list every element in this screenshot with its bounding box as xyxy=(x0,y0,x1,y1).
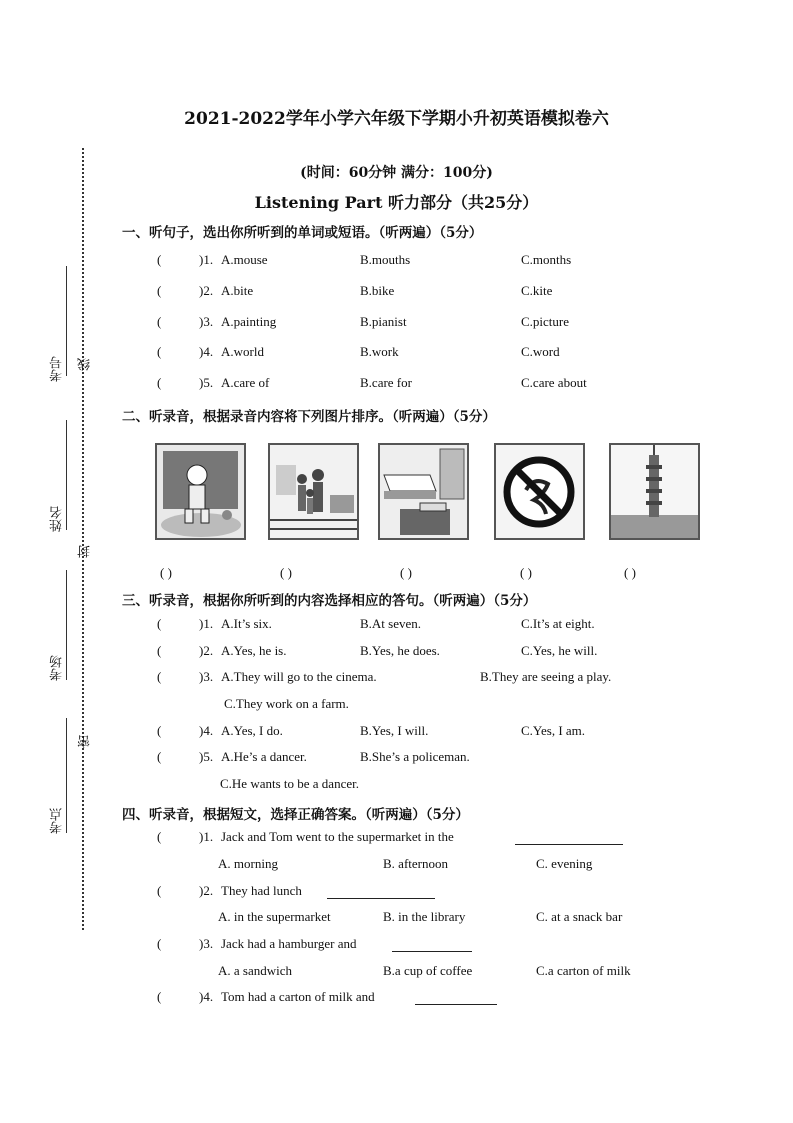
option-b: B. in the library xyxy=(383,909,466,924)
question-number: )4. xyxy=(199,723,214,738)
option-b: B.She’s a policeman. xyxy=(360,749,470,764)
question-number: )4. xyxy=(199,344,214,359)
option-b: B.work xyxy=(360,344,399,359)
option-c: C.care about xyxy=(521,375,587,390)
question-number: )3. xyxy=(199,669,214,684)
option-a: A. in the supermarket xyxy=(218,909,331,924)
page-title: 2021-2022学年小学六年级下学期小升初英语模拟卷六 xyxy=(184,109,609,129)
no-spitting-sign-picture xyxy=(494,443,585,540)
answer-blank[interactable] xyxy=(392,939,472,952)
answer-blank[interactable] xyxy=(415,992,497,1005)
answer-paren[interactable]: ( xyxy=(157,669,162,684)
option-c: C.It’s at eight. xyxy=(521,616,595,631)
option-a: A.bite xyxy=(221,283,254,298)
family-walking-picture xyxy=(268,443,359,540)
question-number: )1. xyxy=(199,829,214,844)
bedroom-picture xyxy=(378,443,469,540)
seal-char-mi: 密 xyxy=(78,735,93,748)
name-label: 姓名 xyxy=(50,506,65,532)
answer-paren[interactable]: ( xyxy=(157,749,162,764)
question-number: )2. xyxy=(199,883,214,898)
option-a: A.mouse xyxy=(221,252,268,267)
option-c: C.He wants to be a dancer. xyxy=(220,776,359,791)
option-a: A.world xyxy=(221,344,264,359)
option-a: A.care of xyxy=(221,375,270,390)
seal-char-feng: 封 xyxy=(78,545,93,558)
room-blank xyxy=(66,570,67,680)
question-stem: They had lunch xyxy=(221,883,302,898)
option-c: C.picture xyxy=(521,314,570,329)
answer-paren[interactable]: ( xyxy=(157,314,162,329)
option-a: A.He’s a dancer. xyxy=(221,749,307,764)
answer-paren[interactable]: ( xyxy=(157,989,162,1004)
option-b: B.pianist xyxy=(360,314,407,329)
site-blank xyxy=(66,718,67,833)
question-number: )2. xyxy=(199,283,214,298)
option-a: A.painting xyxy=(221,314,277,329)
question-stem: Tom had a carton of milk and xyxy=(221,989,375,1004)
answer-paren[interactable]: ( xyxy=(157,375,162,390)
answer-paren[interactable]: ( xyxy=(157,936,162,951)
option-c: C.a carton of milk xyxy=(536,963,631,978)
answer-paren[interactable]: ( xyxy=(157,829,162,844)
answer-blank[interactable] xyxy=(515,832,623,845)
option-c: C.Yes, he will. xyxy=(521,643,598,658)
question-number: )2. xyxy=(199,643,214,658)
name-blank xyxy=(66,420,67,530)
answer-paren[interactable]: ( xyxy=(157,723,162,738)
tower-picture xyxy=(609,443,700,540)
option-b: B.They are seeing a play. xyxy=(480,669,612,684)
answer-paren[interactable]: ( xyxy=(157,252,162,267)
option-b: B.bike xyxy=(360,283,395,298)
option-b: B.mouths xyxy=(360,252,411,267)
section-1-heading: 一、听句子，选出你所听到的单词或短语。（听两遍）（5分） xyxy=(122,225,483,241)
question-stem: Jack had a hamburger and xyxy=(221,936,357,951)
section-4-heading: 四、听录音，根据短文，选择正确答案。（听两遍）（5分） xyxy=(122,807,469,823)
option-c: C.word xyxy=(521,344,560,359)
question-number: )1. xyxy=(199,616,214,631)
option-b: B. afternoon xyxy=(383,856,448,871)
answer-paren[interactable]: ( xyxy=(157,344,162,359)
option-c: C. at a snack bar xyxy=(536,909,623,924)
option-c: C.months xyxy=(521,252,572,267)
question-number: )1. xyxy=(199,252,214,267)
picture-order-paren[interactable]: ( ) xyxy=(160,565,172,580)
site-label: 考点 xyxy=(50,808,65,834)
option-a: A.It’s six. xyxy=(221,616,272,631)
option-c: C.kite xyxy=(521,283,553,298)
option-c: C.Yes, I am. xyxy=(521,723,586,738)
section-2-heading: 二、听录音，根据录音内容将下列图片排序。（听两遍）（5分） xyxy=(122,409,496,425)
question-number: )3. xyxy=(199,314,214,329)
seal-char-xian: 线 xyxy=(78,358,93,371)
answer-paren[interactable]: ( xyxy=(157,616,162,631)
question-number: )5. xyxy=(199,749,214,764)
option-b: B.Yes, I will. xyxy=(360,723,429,738)
question-number: )4. xyxy=(199,989,214,1004)
answer-paren[interactable]: ( xyxy=(157,283,162,298)
option-a: A. morning xyxy=(218,856,278,871)
picture-order-paren[interactable]: ( ) xyxy=(624,565,636,580)
question-number: )5. xyxy=(199,375,214,390)
picture-order-paren[interactable]: ( ) xyxy=(280,565,292,580)
astronaut-picture xyxy=(155,443,246,540)
binding-dotted-line xyxy=(82,148,84,930)
question-stem: Jack and Tom went to the supermarket in the xyxy=(221,829,454,844)
room-label: 考场 xyxy=(50,655,65,681)
section-3-heading: 三、听录音，根据你所听到的内容选择相应的答句。（听两遍）（5分） xyxy=(122,593,537,609)
exam-no-label: 考号 xyxy=(50,356,65,382)
option-b: B.Yes, he does. xyxy=(360,643,440,658)
option-b: B.a cup of coffee xyxy=(383,963,473,978)
exam-no-blank xyxy=(66,266,67,376)
time-info: (时间：60分钟 满分：100分) xyxy=(300,165,493,181)
option-a: A. a sandwich xyxy=(218,963,293,978)
option-b: B.care for xyxy=(360,375,412,390)
answer-paren[interactable]: ( xyxy=(157,883,162,898)
option-b: B.At seven. xyxy=(360,616,422,631)
answer-paren[interactable]: ( xyxy=(157,643,162,658)
picture-order-paren[interactable]: ( ) xyxy=(400,565,412,580)
option-c: C.They work on a farm. xyxy=(224,696,349,711)
question-number: )3. xyxy=(199,936,214,951)
option-a: A.Yes, he is. xyxy=(221,643,287,658)
option-a: A.Yes, I do. xyxy=(221,723,283,738)
part-title: Listening Part 听力部分（共25分） xyxy=(254,193,539,212)
option-c: C. evening xyxy=(536,856,593,871)
answer-blank[interactable] xyxy=(327,886,435,899)
picture-order-paren[interactable]: ( ) xyxy=(520,565,532,580)
option-a: A.They will go to the cinema. xyxy=(221,669,377,684)
